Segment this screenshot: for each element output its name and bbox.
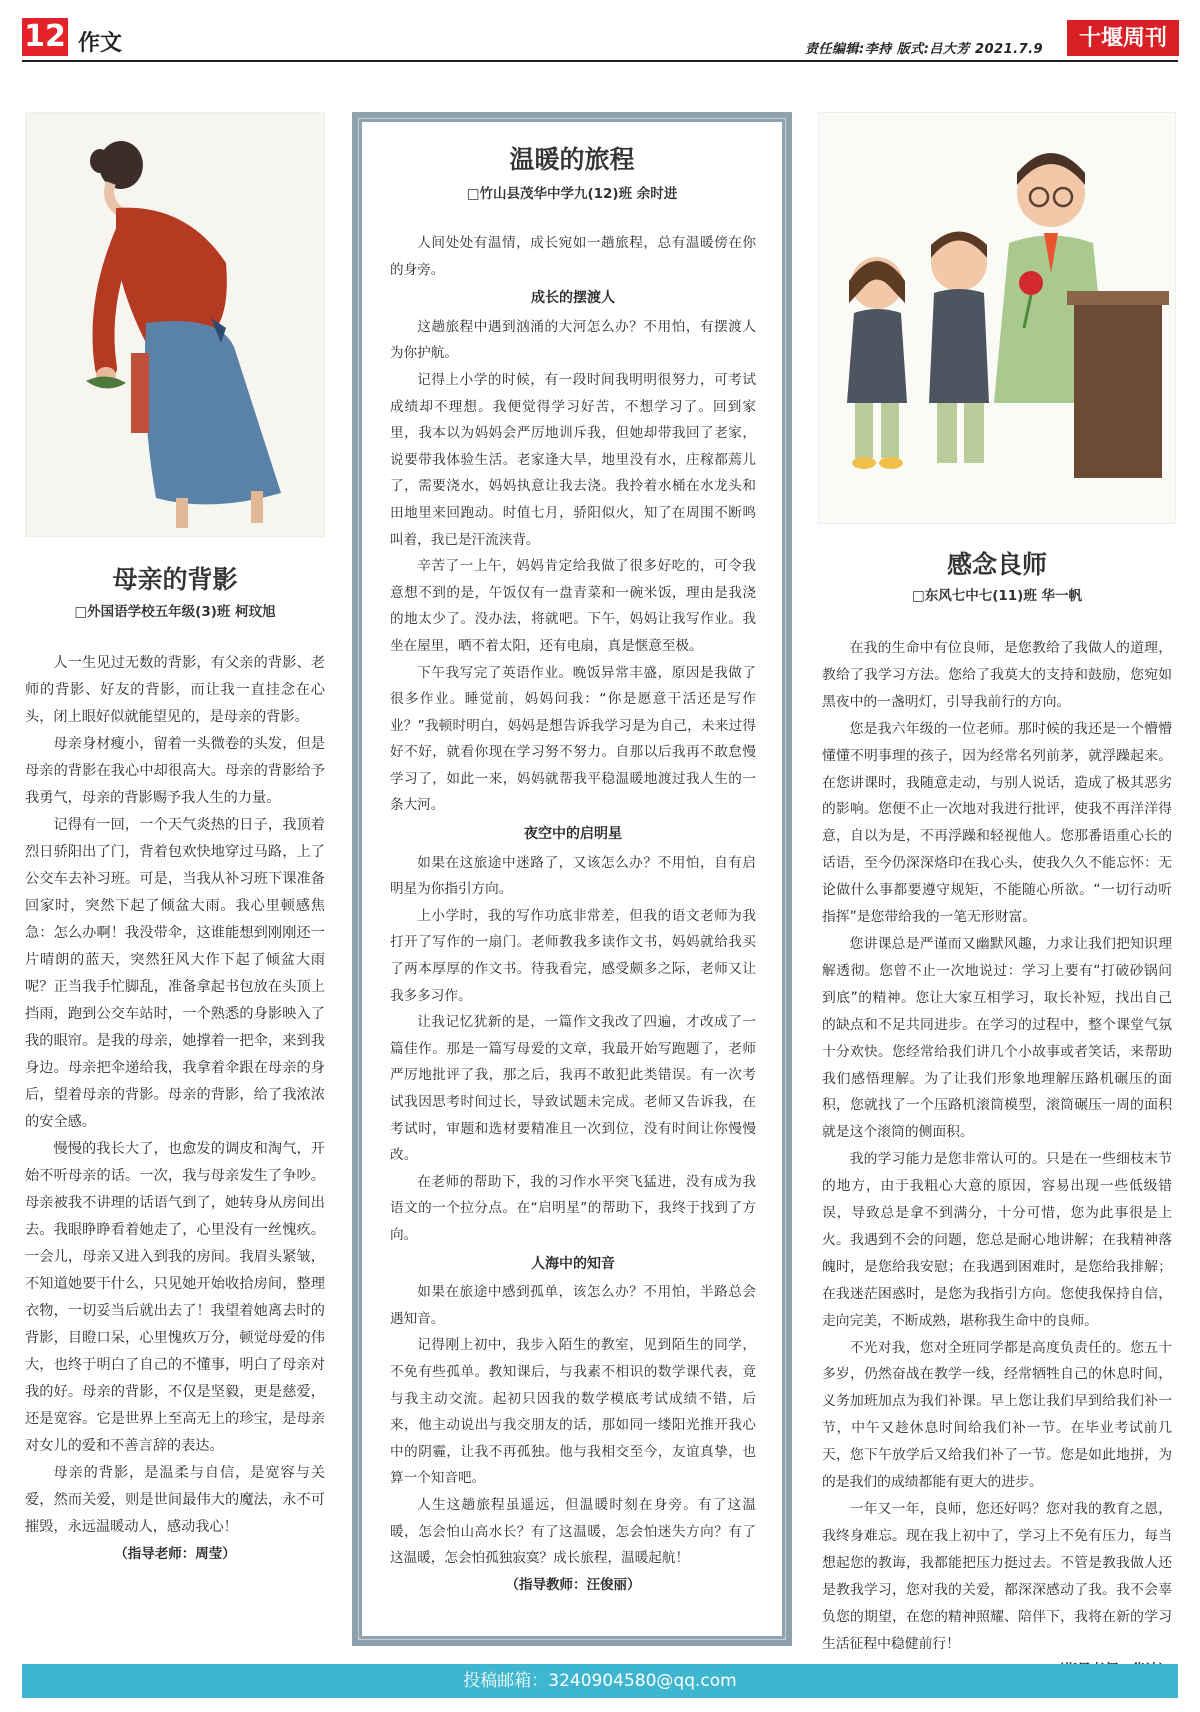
middle-intro: 人间处处有温情，成长宛如一趟旅程，总有温暖傍在你的身旁。 <box>390 235 756 278</box>
woman-illustration <box>25 112 325 537</box>
middle-paragraph: 如果在这旅途中迷路了，又该怎么办？不用怕，自有启明星为你指引方向。 <box>390 854 756 898</box>
section-name: 作文 <box>78 31 123 56</box>
right-paragraph: 您是我六年级的一位老师。那时候的我还是一个懵懵懂懂不明事理的孩子，因为经常名列前茅，就浮躁起来。在您讲课时，我随意走动，与别人说话，造成了极其恶劣的影响。您便不止一次地对我进行批评，使我不再洋洋得意，自以为是，不再浮躁和轻视他人。您那番语重心长的话语，至今仍深深烙印在我心头，使我久久不能忘怀：无论做什么事都要遵守规矩，不能随心所欲。“一切行动听指挥”是您带给我的一笔无形财富。 <box>822 720 1172 926</box>
middle-paragraph: 下午我写完了英语作业。晚饭异常丰盛，原因是我做了很多作业。睡觉前，妈妈问我：“你是愿意干活还是写作业？”我顿时明白，妈妈是想告诉我学习是为自己，未来过得好不好，就看你现在学习努不努力。自那以后我再不敢怠慢学习了，如此一来，妈妈就帮我平稳温暖地渡过我人生的一条大河。 <box>390 664 756 814</box>
left-paragraph: 记得有一回，一个天气炎热的日子，我顶着烈日骄阳出了门，背着包欢快地穿过马路，上了公交车去补习班。可是，当我从补习班下课准备回家时，突然下起了倾盆大雨。我心里顿感焦急：怎么办啊！我没带伞，这谁能想到刚刚还一片晴朗的蓝天，突然狂风大作下起了倾盆大雨呢？正当我手忙脚乱，准备拿起书包放在头顶上挡雨，跑到公交车站时，一个熟悉的身影映入了我的眼帘。是我的母亲，她撑着一把伞，来到我身边。母亲把伞递给我，我拿着伞跟在母亲的身后，望着母亲的背影。母亲的背影，给了我浓浓的安全感。 <box>25 817 325 1130</box>
right-paragraph: 不光对我，您对全班同学都是高度负责任的。您五十多岁，仍然奋战在教学一线，经常牺牲自己的休息时间，义务加班加点为我们补课。早上您让我们早到给我们补一节，中午又趁休息时间给我们补一节。在毕业考试前几天，您下午放学后又给我们补了一节。您是如此地拼，为的是我们的成绩都能有更大的进步。 <box>822 1339 1172 1491</box>
left-paragraph: 慢慢的我长大了，也愈发的调皮和淘气，开始不听母亲的话。一次，我与母亲发生了争吵。母亲被我不讲理的话语气到了，她转身从房间出去。我眼睁睁看着她走了，心里没有一丝愧疚。一会儿，母亲又进入到我的房间。我眉头紧皱，不知道她要干什么，只见她开始收拾房间，整理衣物，一切妥当后就出去了！我望着她离去时的背影，目瞪口呆，心里愧疚万分，顿觉母爱的伟大，也终于明白了自己的不懂事，明白了母亲对我的好。母亲的背影，不仅是坚毅，更是慈爱，还是宽容。它是世界上至高无上的珍宝，是母亲对女儿的爱和不善言辞的表达。 <box>25 1141 325 1454</box>
middle-paragraph: 记得刚上初中，我步入陌生的教室，见到陌生的同学，不免有些孤单。教知课后，与我素不相识的数学课代表，竟与我主动交流。起初只因我的数学模底考试成绩不错，后来，他主动说出与我交朋友的话，那如同一缕阳光推开我心中的阴霾，让我不再孤独。他与我相交至今，友谊真挚，也算一个知音吧。 <box>390 1337 756 1487</box>
middle-paragraph: 在老师的帮助下，我的习作水平突飞猛进，没有成为我语文的一个拉分点。在“启明星”的帮助下，我终于找到了方向。 <box>390 1173 756 1243</box>
masthead-logo: 十堰周刊 <box>1067 20 1179 56</box>
left-article-byline: □外国语学校五年级(3)班 柯玟旭 <box>74 604 276 620</box>
middle-paragraph: 人生这趟旅程虽遥远，但温暖时刻在身旁。有了这温暖，怎会怕山高水长？有了这温暖，怎会怕迷失方向？有了这温暖，怎会怕孤独寂寞？成长旅程，温暖起航！ <box>390 1496 756 1567</box>
left-article-title: 母亲的背影 <box>112 565 238 594</box>
right-paragraph: 在我的生命中有位良师，是您教给了我做人的道理，教给了我学习方法。您给了我莫大的支持和鼓励，您宛如黑夜中的一盏明灯，引导我前行的方向。 <box>822 640 1172 710</box>
header-rule <box>22 60 1178 62</box>
page-number: 12 <box>22 18 68 56</box>
left-teacher-credit: （指导老师：周莹） <box>114 1546 236 1562</box>
submission-email-bar: 投稿邮箱：3240904580@qq.com <box>22 1664 1178 1698</box>
editor-credits: 责任编辑:李持 版式:吕大芳 2021.7.9 <box>805 42 1044 57</box>
middle-paragraph: 记得上小学的时候，有一段时间我明明很努力，可考试成绩却不理想。我便觉得学习好苦，不想学习了。回到家里，我本以为妈妈会严厉地训斥我，但她却带我回了老家，说要带我体验生活。老家逢大旱，地里没有水，庄稼都蔫儿了，需要浇水，妈妈执意让我去浇。我拎着水桶在水龙头和田地里来回跑动。时值七月，骄阳似火，知了在周围不断鸣叫着，我已是汗流浃背。 <box>390 371 756 548</box>
middle-subheading: 人海中的知音 <box>531 1255 615 1272</box>
middle-subheading: 夜空中的启明星 <box>524 826 622 843</box>
right-paragraph: 我的学习能力是您非常认可的。只是在一些细枝末节的地方，由于我粗心大意的原因，容易出现一些低级错误，导致总是拿不到满分，十分可惜，您为此事很是上火。我遇到不会的问题，您总是耐心地讲解；在我精神落魄时，是您给我安慰；在我遇到困难时，是您给我排解；在我迷茫困惑时，是您为我指引方向。您使我保持自信，走向完美，不断成熟，堪称我生命中的良师。 <box>822 1151 1172 1329</box>
left-article-body <box>25 650 325 1568</box>
right-paragraph: 您讲课总是严谨而又幽默风趣，力求让我们把知识理解透彻。您曾不止一次地说过：学习上要有“打破砂锅问到底”的精神。您让大家互相学习，取长补短，找出自己的缺点和不足共同进步。在学习的过程中，整个课堂气氛十分欢快。您经常给我们讲几个小故事或者笑话，来帮助我们感悟理解。为了让我们形象地理解压路机碾压的面积，您就找了一个压路机滚筒模型，滚筒碾压一周的面积就是这个滚筒的侧面积。 <box>822 935 1172 1141</box>
classroom-illustration <box>818 112 1176 524</box>
middle-paragraph: 辛苦了一上午，妈妈肯定给我做了很多好吃的，可令我意想不到的是，午饭仅有一盘青菜和一碗米饭，理由是我浇的地太少了。没办法，将就吧。下午，妈妈让我写作业。我坐在屋里，晒不着太阳，还有电扇，真是惬意至极。 <box>390 558 756 654</box>
left-paragraph: 母亲身材瘦小，留着一头微卷的头发，但是母亲的背影在我心中却很高大。母亲的背影给予我勇气，母亲的背影赐予我人生的力量。 <box>25 736 325 806</box>
middle-paragraph: 上小学时，我的写作功底非常差，但我的语文老师为我打开了写作的一扇门。老师教我多读作文书，妈妈就给我买了两本厚厚的作文书。待我看完，感受颇多之际，老师又让我多多习作。 <box>390 907 756 1004</box>
middle-article-body <box>390 230 756 1598</box>
right-article-byline: □东风七中七(11)班 华一帆 <box>911 588 1083 604</box>
middle-subheading: 成长的摆渡人 <box>531 290 615 307</box>
middle-article-title: 温暖的旅程 <box>509 145 635 174</box>
right-article-title: 感念良师 <box>946 550 1047 579</box>
right-article-body <box>822 635 1172 1684</box>
middle-paragraph: 让我记忆犹新的是，一篇作文我改了四遍，才改成了一篇佳作。那是一篇写母爱的文章，我最开始写跑题了，老师严厉地批评了我，那之后，我再不敢犯此类错误。有一次考试我因思考时间过长，导致试题未完成。老师又告诉我，在考试时，审题和选材要精准且一次到位，没有时间让你慢慢改。 <box>390 1014 756 1164</box>
middle-paragraph: 这趟旅程中遇到汹涌的大河怎么办？不用怕，有摆渡人为你护航。 <box>390 318 756 362</box>
middle-paragraph: 如果在旅途中感到孤单，该怎么办？不用怕，半路总会遇知音。 <box>390 1284 756 1327</box>
middle-teacher-credit: （指导教师：汪俊丽） <box>505 1576 641 1593</box>
left-paragraph: 母亲的背影，是温柔与自信，是宽容与关爱，然而关爱，则是世间最伟大的魔法，永不可摧毁，永远温暖动人，感动我心！ <box>25 1465 325 1535</box>
left-paragraph: 人一生见过无数的背影，有父亲的背影、老师的背影、好友的背影，而让我一直挂念在心头，闭上眼好似就能望见的，是母亲的背影。 <box>25 655 325 725</box>
middle-article-byline: □竹山县茂华中学九(12)班 余时进 <box>466 186 678 202</box>
right-paragraph: 一年又一年，良师，您还好吗？您对我的教育之恩，我终身难忘。现在我上初中了，学习上不免有压力，每当想起您的教诲，我都能把压力挺过去。不管是教我做人还是教我学习，您对我的关爱，都深深感动了我。我不会辜负您的期望，在您的精神照耀、陪伴下，我将在新的学习生活征程中稳健前行！ <box>822 1501 1172 1652</box>
